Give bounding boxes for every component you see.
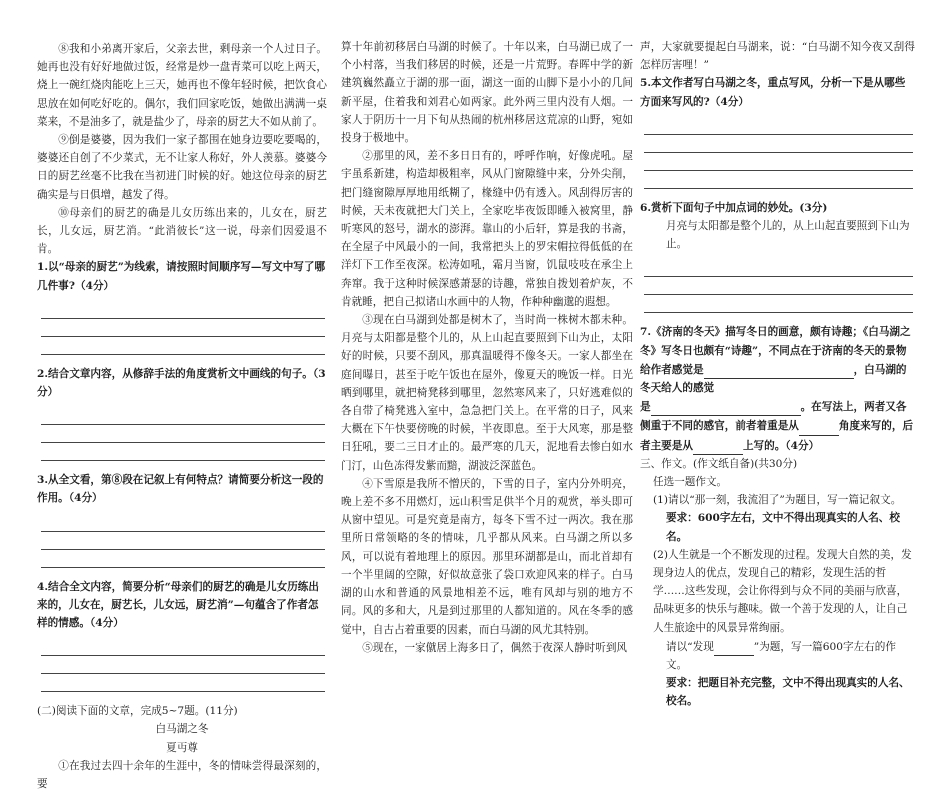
question-7 xyxy=(640,323,915,454)
section-3-heading: 三、作文。(作文纸自备)(共30分) xyxy=(640,457,798,470)
question-4: 4.结合全文内容，简要分析“母亲们的厨艺的确是儿女历练出来的，儿女在，厨艺长，儿女远，厨艺消”—句蕴含了作者怎样的情感。（4分） xyxy=(37,580,319,630)
question-6-sentence: 月亮与太阳都是整个儿的，从上山起直要照到下山为止。 xyxy=(666,220,910,251)
question-7-part-b: ，白马湖的冬天给人的感觉 xyxy=(640,363,907,395)
essay-option-2-prompt-a: 请以“发现 xyxy=(666,640,714,653)
section-2-heading: (二)阅读下面的文章，完成5~7题。(11分) xyxy=(37,705,238,718)
blank-essay-title[interactable] xyxy=(714,637,754,656)
choose-one-prompt: 任选一题作文。 xyxy=(653,476,728,489)
essay-option-1-requirement: 要求：600字左右，文中不得出现真实的人名、校名。 xyxy=(666,512,900,543)
article-author: 夏丏尊 xyxy=(166,741,198,754)
answer-lines-q4[interactable] xyxy=(41,638,327,692)
blank-2[interactable] xyxy=(651,397,801,416)
question-7-part-a: 7.《济南的冬天》描写冬日的画意，颇有诗趣；《白马湖之冬》写冬日也颇有“诗趣”，不同点在于济南的冬天的景物给作者感觉是 xyxy=(640,326,911,376)
question-2: 2.结合文章内容，从修辞手法的角度赏析文中画线的句子。（3分） xyxy=(37,367,326,399)
paragraph-5-continued: 声，大家就要提起白马湖来，说：“白马湖不知今夜又刮得怎样厉害哩！” xyxy=(640,41,915,72)
paragraph-3: ③现在白马湖到处都是树木了，当时尚一株树木都未种。月亮与太阳都是整个儿的，从上山起直要照到下山为止，太阳好的时候，只要不刮风，那真温暖得不像冬天。一家人都坐在庭间曝日，甚至于吃午饭也在屋外，像夏天的晚饭一样。日光晒到哪里，就把椅凳移到哪里，忽然寒风来了，只好逃难似的各自带了椅凳逃入室中，急急把门关上。在平常的日子，风来大概在下午快要傍晚的时候，半夜即息。至于大风寒，那是整日狂吼，要二三日才止的。最严寒的几天，泥地看去惨白如水门汀，山色冻得发紫而黯，湖波泛深蓝色。 xyxy=(341,314,633,472)
essay-option-2-prompt-b: ”为题，写一篇600字左右的作文。 xyxy=(666,640,896,672)
column-right xyxy=(640,38,915,711)
article-title: 白马湖之冬 xyxy=(155,723,209,736)
essay-option-1: (1)请以“那一刻，我流泪了”为题目，写一篇记叙文。 xyxy=(653,494,902,507)
question-7-part-f: 上写的。（4分） xyxy=(742,439,820,452)
answer-lines-q6[interactable] xyxy=(644,259,915,313)
question-3: 3.从全文看，第⑧段在记叙上有何特点？请简要分析这一段的作用。（4分） xyxy=(37,474,324,505)
answer-lines-q3[interactable] xyxy=(41,514,327,568)
paragraph-10: ⑩母亲们的厨艺的确是儿女历练出来的，儿女在，厨艺长，儿女远，厨艺消。“此消彼长”这一说，母亲们因爱退不肯。 xyxy=(37,206,327,256)
paragraph-5: ⑤现在，一家僦居上海多日了，偶然于夜深人静时听到风 xyxy=(362,641,628,654)
question-7-part-d: 。在写法上，两者又各侧重于不同的感官，前者着重是从 xyxy=(640,401,907,433)
paragraph-2: ②那里的风，差不多日日有的，呼呼作响，好像虎吼。屋宇虽系新建，构造却极粗率，风从门窗隙缝中来，分外尖削，把门缝窗隙厚厚地用纸糊了，椽缝中仍有透入。风刮得厉害的时候，天未夜就把大门关上，全家吃毕夜饭即睡入被窝里，静听寒风的怒号，湖水的澎湃。靠山的小后轩，算是我的书斋，在全屋子中风最小的一间，我常把头上的罗宋帽拉得低低的在洋灯下工作至夜深。松涛如吼，霜月当窗，饥鼠吱吱在承尘上奔窜。我于这种时候深感萧瑟的诗趣，常独自拨划着炉灰，不肯就睡，把自己拟诸山水画中的人物，作种种幽邈的遐想。 xyxy=(341,150,633,308)
question-6: 6.赏析下面句子中加点词的妙处。(3分) xyxy=(640,201,828,214)
blank-3[interactable] xyxy=(799,416,839,435)
column-left xyxy=(37,40,327,793)
question-5: 5.本文作者写白马湖之冬，重点写风，分析一下是从哪些方面来写风的?（4分） xyxy=(640,77,906,108)
question-1: 1.以“母亲的厨艺”为线索，请按照时间顺序写—写文中写了哪几件事?（4分） xyxy=(37,261,326,292)
blank-4[interactable] xyxy=(693,436,743,455)
paragraph-8: ⑧我和小弟离开家后，父亲去世，剩母亲一个人过日子。她再也没有好好地做过饭，经常是炒一盘青菜可以吃上两天，烧上一碗红烧肉能吃上三天，她再也不像年轻时候，把饮食心思放在如何吃好吃的。偶尔，我们回家吃饭，她做出满满一桌菜来，不是油多了，就是盐少了，母亲的厨艺大不如从前了。 xyxy=(37,43,327,128)
paragraph-4: ④下雪原是我所不憎厌的，下雪的日子，室内分外明亮，晚上差不多不用燃灯，远山积雪足供半个月的观赏，举头即可从窗中望见。可是究竟是南方，每冬下雪不过一两次。我在那里所日常领略的冬的情味，几乎都从风来。白马湖之所以多风，可以说有着地理上的原因。那里环湖都是山，而北首却有一个半里阔的空隙，好似故意张了袋口欢迎风来的样子。白马湖的山水和普通的风景地相差不远，唯有风却与别的地方不同。风的多和大，凡是到过那里的人都知道的。风在冬季的感觉中，自古占着重要的因素，而白马湖的风尤其特别。 xyxy=(341,477,633,636)
question-7-part-c: 是 xyxy=(640,401,651,414)
column-middle xyxy=(341,38,633,657)
blank-1[interactable] xyxy=(704,360,854,379)
essay-option-2-prompt xyxy=(640,637,915,674)
answer-lines-q1[interactable] xyxy=(41,301,327,355)
essay-option-2-requirement: 要求：把题目补充完整，文中不得出现真实的人名、校名。 xyxy=(666,677,910,708)
answer-lines-q2[interactable] xyxy=(41,407,327,461)
paragraph-9: ⑨倒是婆婆，因为我们一家子都围在她身边要吃要喝的，婆婆还自创了不少菜式，无不让家人称好，外人羡慕。婆婆今日的厨艺丝毫不比我在当初进门时候的好。她这位母亲的厨艺确实是与日俱增，越发了得。 xyxy=(37,134,327,201)
question-7-part-e: 角度来写的，后者主要是从 xyxy=(640,420,914,452)
paragraph-1-continued: 算十年前初移居白马湖的时候了。十年以来，白马湖已成了一个小村落，当我们移居的时候，还是一片荒野。春晖中学的新建筑巍然矗立于湖的那一面，湖这一面的山脚下是小小的几间新平屋，住着我和刘君心如两家。此外两三里内没有人烟。一家人于阴历十一月下旬从热闹的杭州移居这荒凉的山野，宛如投身于极地中。 xyxy=(341,41,633,145)
paragraph-1: ①在我过去四十余年的生涯中，冬的情味尝得最深刻的，要 xyxy=(37,759,327,791)
essay-option-2: (2)人生就是一个不断发现的过程。发现大自然的美，发现身边人的优点，发现自己的精彩，发现生活的哲学……这些发现，会让你得到与众不同的美丽与欣喜，品味更多的快乐与趣味。做一个善于发现的人，让自己人生旅途中的风景异常绚丽。 xyxy=(653,548,912,634)
answer-lines-q5[interactable] xyxy=(644,117,915,189)
